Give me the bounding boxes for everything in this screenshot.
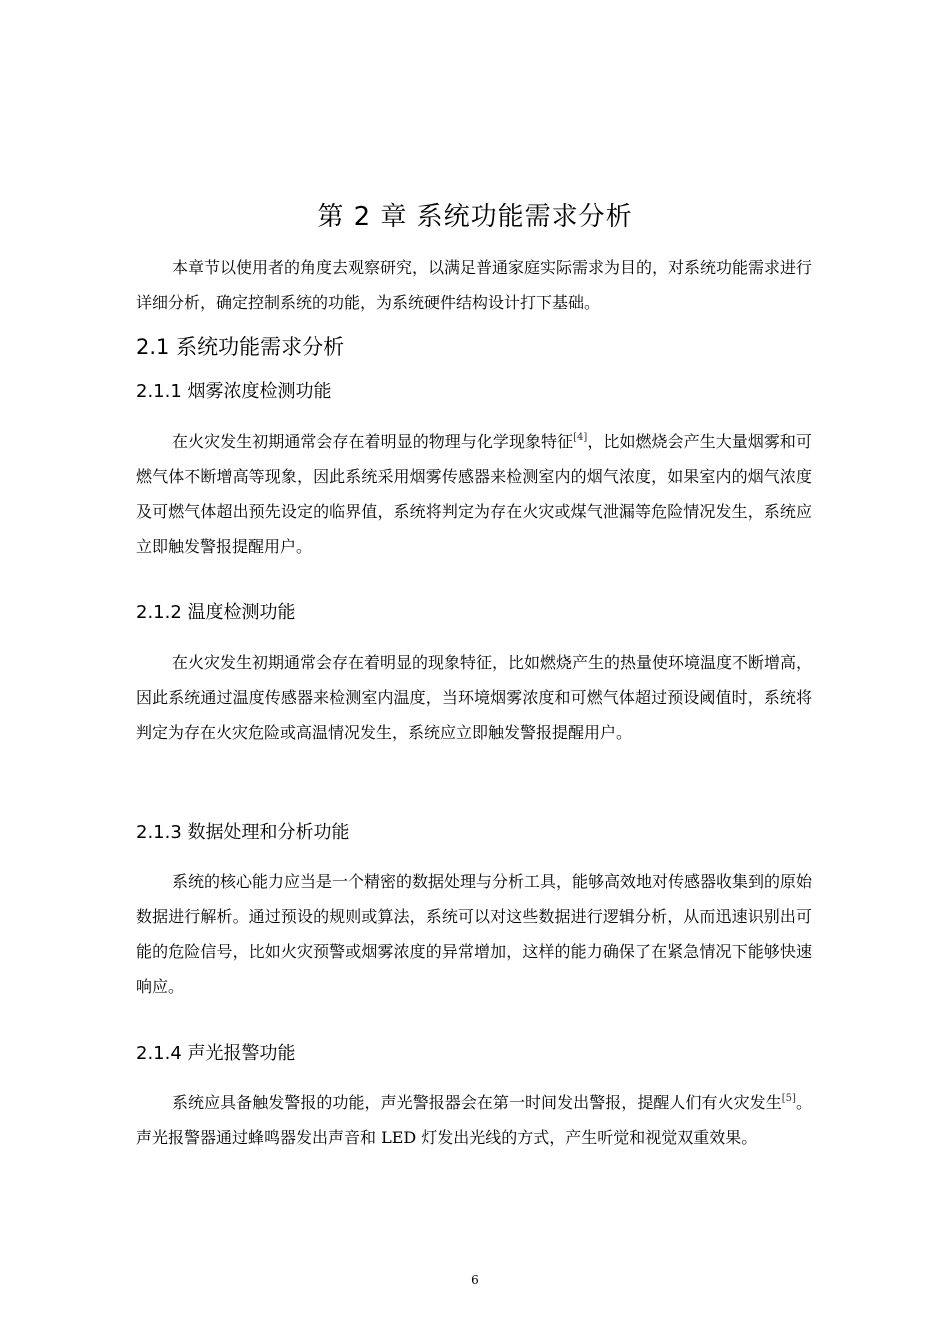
citation-5: [5]: [781, 1093, 796, 1104]
paragraph-text: 在火灾发生初期通常会存在着明显的物理与化学现象特征: [172, 432, 574, 451]
citation-4: [4]: [573, 432, 588, 443]
paragraph-text: ，比如燃烧会产生大量烟雾和可燃气体不断增高等现象，因此系统采用烟雾传感器来检测室内的烟气浓度，如果室内的烟气浓度及可燃气体超出预先设定的临界值，系统将判定为存在火灾或煤气泄漏等危险情况发生，系统应立即触发警报提醒用户。: [136, 432, 812, 556]
subsection-heading-2-1-3: 2.1.3 数据处理和分析功能: [136, 822, 350, 843]
paragraph-text: 系统应具备触发警报的功能，声光警报器会在第一时间发出警报，提醒人们有火灾发生: [172, 1093, 782, 1112]
subsection-heading-2-1-1: 2.1.1 烟雾浓度检测功能: [136, 381, 332, 402]
intro-paragraph: 本章节以使用者的角度去观察研究，以满足普通家庭实际需求为目的，对系统功能需求进行详细分析，确定控制系统的功能，为系统硬件结构设计打下基础。: [136, 258, 813, 312]
paragraph-data-processing: 系统的核心能力应当是一个精密的数据处理与分析工具，能够高效地对传感器收集到的原始数据进行解析。通过预设的规则或算法，系统可以对这些数据进行逻辑分析，从而迅速识别出可能的危险信号，比如火灾预警或烟雾浓度的异常增加，这样的能力确保了在紧急情况下能够快速响应。: [136, 872, 813, 996]
paragraph-smoke-detection: [136, 424, 812, 564]
section-heading-2-1: 2.1 系统功能需求分析: [136, 335, 345, 359]
paragraph-alarm: [136, 1085, 812, 1155]
chapter-title: 第 2 章 系统功能需求分析: [317, 202, 633, 232]
subsection-heading-2-1-2: 2.1.2 温度检测功能: [136, 602, 296, 623]
paragraph-text: 。声光报警器通过蜂鸣器发出声音和 LED 灯发出光线的方式，产生听觉和视觉双重效果。: [136, 1093, 812, 1147]
paragraph-temperature-detection: 在火灾发生初期通常会存在着明显的现象特征，比如燃烧产生的热量使环境温度不断增高，因此系统通过温度传感器来检测室内温度，当环境烟雾浓度和可燃气体超过预设阈值时，系统将判定为存在火灾危险或高温情况发生，系统应立即触发警报提醒用户。: [136, 653, 813, 742]
subsection-heading-2-1-4: 2.1.4 声光报警功能: [136, 1043, 296, 1064]
page-number: 6: [471, 1273, 479, 1287]
